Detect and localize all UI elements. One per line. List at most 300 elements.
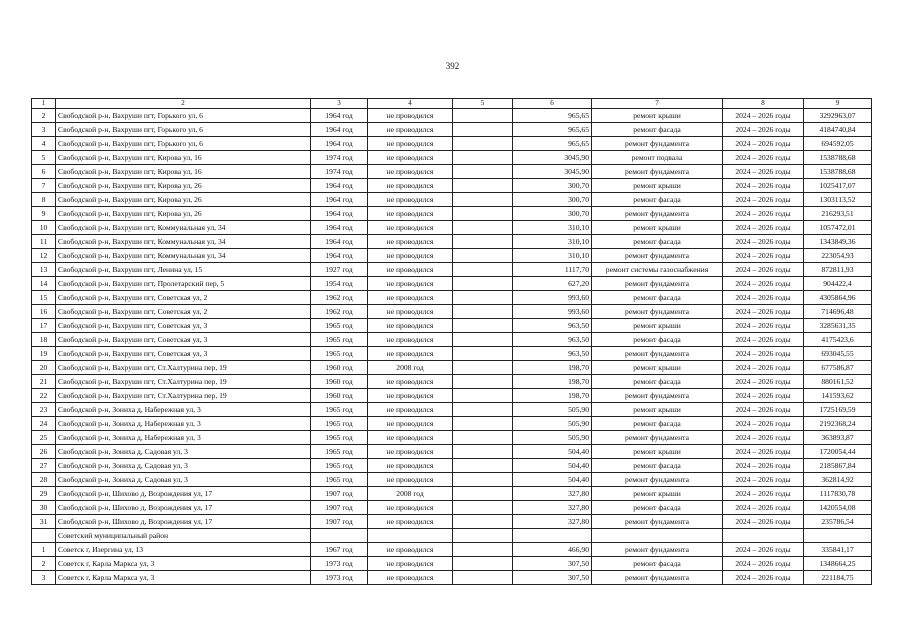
period-cell: 2024 – 2026 годы [723,221,804,235]
work-type-cell: ремонт фундамента [592,347,723,361]
area-cell: 965,65 [513,137,592,151]
row-number: 10 [32,221,56,235]
table-row [32,515,872,529]
period-cell: 2024 – 2026 годы [723,165,804,179]
row-number: 31 [32,515,56,529]
address-cell: Свободской р-н, Вахруши пгт, Кирова ул, 16 [56,151,311,165]
empty-cell [453,445,513,459]
empty-cell [453,431,513,445]
last-repair-cell: не проводился [368,375,453,389]
table-row [32,361,872,375]
address-cell: Свободской р-н, Вахруши пгт, Советская ул, 2 [56,291,311,305]
table-row [32,431,872,445]
table-row [32,137,872,151]
construction-year-cell: 1960 год [311,389,368,403]
last-repair-cell: не проводился [368,123,453,137]
empty-cell [453,403,513,417]
row-number: 5 [32,151,56,165]
table-row [32,389,872,403]
last-repair-cell: не проводился [368,347,453,361]
table-row [32,207,872,221]
table-row [32,263,872,277]
address-cell: Свободской р-н, Вахруши пгт, Ст.Халтурина пер, 19 [56,361,311,375]
last-repair-cell: не проводился [368,445,453,459]
construction-year-cell: 1965 год [311,333,368,347]
construction-year-cell: 1907 год [311,515,368,529]
address-cell: Свободской р-н, Вахруши пгт, Ленина ул, 15 [56,263,311,277]
area-cell: 1117,70 [513,263,592,277]
area-cell: 963,50 [513,319,592,333]
work-type-cell: ремонт фундамента [592,473,723,487]
construction-year-cell: 1965 год [311,347,368,361]
cost-cell: 362814,92 [804,473,872,487]
area-cell: 300,70 [513,193,592,207]
area-cell: 310,10 [513,221,592,235]
address-cell: Свободской р-н, Вахруши пгт, Кирова ул, 26 [56,193,311,207]
row-number: 24 [32,417,56,431]
area-cell: 3045,90 [513,151,592,165]
work-type-cell: ремонт фасада [592,459,723,473]
construction-year-cell: 1907 год [311,487,368,501]
cost-cell: 4305864,96 [804,291,872,305]
work-type-cell: ремонт системы газоснабжения [592,263,723,277]
last-repair-cell: не проводился [368,417,453,431]
area-cell: 965,65 [513,123,592,137]
work-type-cell: ремонт крыши [592,319,723,333]
cost-cell: 714696,48 [804,305,872,319]
row-number: 22 [32,389,56,403]
table-row [32,305,872,319]
table-row [32,319,872,333]
table-row [32,557,872,571]
period-cell: 2024 – 2026 годы [723,375,804,389]
empty-cell [453,123,513,137]
cost-cell: 880161,52 [804,375,872,389]
area-cell: 466,90 [513,543,592,557]
last-repair-cell: не проводился [368,235,453,249]
address-cell: Свободской р-н, Зониха д, Садовая ул, 3 [56,473,311,487]
period-cell: 2024 – 2026 годы [723,487,804,501]
period-cell: 2024 – 2026 годы [723,333,804,347]
last-repair-cell: не проводился [368,431,453,445]
period-cell: 2024 – 2026 годы [723,319,804,333]
cost-cell: 141593,62 [804,389,872,403]
row-number: 17 [32,319,56,333]
construction-year-cell: 1965 год [311,319,368,333]
address-cell: Свободской р-н, Вахруши пгт, Горького ул, 6 [56,123,311,137]
work-type-cell: ремонт фасада [592,235,723,249]
address-cell: Свободской р-н, Шихово д, Возрождения ул, 17 [56,515,311,529]
table-body [32,99,872,585]
address-cell: Свободской р-н, Вахруши пгт, Коммунальная ул, 34 [56,249,311,263]
area-cell: 505,90 [513,417,592,431]
cost-cell: 693045,55 [804,347,872,361]
address-cell: Свободской р-н, Зониха д, Садовая ул, 3 [56,459,311,473]
area-cell: 310,10 [513,249,592,263]
cost-cell: 2185867,84 [804,459,872,473]
construction-year-cell: 1964 год [311,249,368,263]
row-number: 16 [32,305,56,319]
last-repair-cell: 2008 год [368,487,453,501]
construction-year-cell: 1967 год [311,543,368,557]
empty-cell [453,277,513,291]
empty-cell [453,193,513,207]
construction-year-cell: 1960 год [311,375,368,389]
table-row [32,375,872,389]
section-empty-cell [592,529,723,543]
cost-cell: 1538788,68 [804,151,872,165]
section-empty-cell [311,529,368,543]
repair-register-table [31,98,872,585]
empty-cell [453,235,513,249]
period-cell: 2024 – 2026 годы [723,249,804,263]
cost-cell: 216293,51 [804,207,872,221]
last-repair-cell: не проводился [368,459,453,473]
work-type-cell: ремонт фасада [592,123,723,137]
work-type-cell: ремонт фундамента [592,249,723,263]
table-row [32,109,872,123]
construction-year-cell: 1973 год [311,557,368,571]
empty-cell [453,375,513,389]
table-row [32,123,872,137]
period-cell: 2024 – 2026 годы [723,193,804,207]
table-row [32,193,872,207]
cost-cell: 1343849,36 [804,235,872,249]
work-type-cell: ремонт крыши [592,179,723,193]
empty-cell [453,501,513,515]
row-number: 18 [32,333,56,347]
last-repair-cell: не проводился [368,109,453,123]
last-repair-cell: не проводился [368,571,453,585]
address-cell: Свободской р-н, Зониха д, Набережная ул, 3 [56,417,311,431]
last-repair-cell: не проводился [368,403,453,417]
empty-cell [453,473,513,487]
row-number: 9 [32,207,56,221]
address-cell: Свободской р-н, Вахруши пгт, Кирова ул, 26 [56,207,311,221]
empty-cell [453,557,513,571]
period-cell: 2024 – 2026 годы [723,305,804,319]
row-number: 28 [32,473,56,487]
work-type-cell: ремонт фасада [592,333,723,347]
last-repair-cell: не проводился [368,557,453,571]
area-cell: 505,90 [513,431,592,445]
area-cell: 300,70 [513,179,592,193]
period-cell: 2024 – 2026 годы [723,431,804,445]
address-cell: Свободской р-н, Вахруши пгт, Кирова ул, 26 [56,179,311,193]
row-number: 4 [32,137,56,151]
area-cell: 505,90 [513,403,592,417]
row-number: 8 [32,193,56,207]
area-cell: 993,60 [513,291,592,305]
table-row [32,235,872,249]
address-cell: Свободской р-н, Вахруши пгт, Коммунальная ул, 34 [56,235,311,249]
period-cell: 2024 – 2026 годы [723,361,804,375]
construction-year-cell: 1927 год [311,263,368,277]
row-number: 20 [32,361,56,375]
cost-cell: 1725169,59 [804,403,872,417]
work-type-cell: ремонт фундамента [592,389,723,403]
work-type-cell: ремонт фасада [592,291,723,305]
construction-year-cell: 1965 год [311,473,368,487]
work-type-cell: ремонт фасада [592,557,723,571]
address-cell: Свободской р-н, Зониха д, Садовая ул, 3 [56,445,311,459]
work-type-cell: ремонт фасада [592,375,723,389]
column-number-cell: 1 [32,99,56,109]
period-cell: 2024 – 2026 годы [723,501,804,515]
cost-cell: 2192368,24 [804,417,872,431]
address-cell: Свободской р-н, Вахруши пгт, Советская ул, 3 [56,333,311,347]
work-type-cell: ремонт фасада [592,501,723,515]
table-row [32,277,872,291]
empty-cell [453,543,513,557]
row-number: 2 [32,109,56,123]
construction-year-cell: 1974 год [311,165,368,179]
cost-cell: 1025417,07 [804,179,872,193]
column-number-cell: 5 [453,99,513,109]
column-number-cell: 6 [513,99,592,109]
table-row [32,291,872,305]
address-cell: Свободской р-н, Шихово д, Возрождения ул, 17 [56,487,311,501]
construction-year-cell: 1965 год [311,403,368,417]
section-row [32,529,872,543]
construction-year-cell: 1964 год [311,235,368,249]
section-empty-cell [723,529,804,543]
table-row [32,487,872,501]
last-repair-cell: не проводился [368,165,453,179]
row-number: 3 [32,571,56,585]
table-row [32,249,872,263]
table-row [32,403,872,417]
work-type-cell: ремонт фундамента [592,165,723,179]
last-repair-cell: не проводился [368,501,453,515]
last-repair-cell: не проводился [368,179,453,193]
address-cell: Свободской р-н, Зониха д, Набережная ул, 3 [56,403,311,417]
area-cell: 504,40 [513,445,592,459]
empty-cell [453,137,513,151]
table-row [32,459,872,473]
table-row [32,571,872,585]
last-repair-cell: не проводился [368,543,453,557]
last-repair-cell: не проводился [368,515,453,529]
row-number: 2 [32,557,56,571]
construction-year-cell: 1960 год [311,361,368,375]
table-row [32,151,872,165]
address-cell: Свободской р-н, Вахруши пгт, Коммунальная ул, 34 [56,221,311,235]
area-cell: 307,50 [513,571,592,585]
empty-cell [453,207,513,221]
cost-cell: 1057472,01 [804,221,872,235]
work-type-cell: ремонт фундамента [592,305,723,319]
last-repair-cell: не проводился [368,151,453,165]
row-number: 19 [32,347,56,361]
construction-year-cell: 1965 год [311,445,368,459]
column-number-header [32,99,872,109]
page-number: 392 [445,61,460,71]
empty-cell [453,151,513,165]
row-number: 13 [32,263,56,277]
period-cell: 2024 – 2026 годы [723,179,804,193]
section-empty-cell [804,529,872,543]
construction-year-cell: 1973 год [311,571,368,585]
address-cell: Свободской р-н, Шихово д, Возрождения ул, 17 [56,501,311,515]
section-empty-cell [513,529,592,543]
empty-cell [453,417,513,431]
construction-year-cell: 1964 год [311,137,368,151]
cost-cell: 221184,75 [804,571,872,585]
empty-cell [453,487,513,501]
empty-cell [453,347,513,361]
table-row [32,445,872,459]
column-number-cell: 3 [311,99,368,109]
period-cell: 2024 – 2026 годы [723,207,804,221]
empty-cell [453,263,513,277]
period-cell: 2024 – 2026 годы [723,403,804,417]
construction-year-cell: 1964 год [311,221,368,235]
cost-cell: 335841,17 [804,543,872,557]
period-cell: 2024 – 2026 годы [723,263,804,277]
empty-cell [453,221,513,235]
last-repair-cell: не проводился [368,319,453,333]
area-cell: 327,80 [513,515,592,529]
cost-cell: 3292963,07 [804,109,872,123]
address-cell: Советск г, Карла Маркса ул, 3 [56,557,311,571]
cost-cell: 694592,05 [804,137,872,151]
period-cell: 2024 – 2026 годы [723,291,804,305]
work-type-cell: ремонт крыши [592,361,723,375]
last-repair-cell: не проводился [368,137,453,151]
address-cell: Советск г, Изергина ул, 13 [56,543,311,557]
empty-cell [453,249,513,263]
construction-year-cell: 1964 год [311,193,368,207]
row-number: 21 [32,375,56,389]
period-cell: 2024 – 2026 годы [723,557,804,571]
area-cell: 300,70 [513,207,592,221]
work-type-cell: ремонт фундамента [592,137,723,151]
section-empty-cell [32,529,56,543]
construction-year-cell: 1954 год [311,277,368,291]
construction-year-cell: 1964 год [311,179,368,193]
row-number: 11 [32,235,56,249]
period-cell: 2024 – 2026 годы [723,417,804,431]
table-row [32,165,872,179]
address-cell: Свободской р-н, Вахруши пгт, Пролетарский пер, 5 [56,277,311,291]
section-label: Советский муниципальный район [56,529,311,543]
address-cell: Свободской р-н, Вахруши пгт, Кирова ул, 16 [56,165,311,179]
work-type-cell: ремонт фасада [592,193,723,207]
construction-year-cell: 1964 год [311,123,368,137]
column-number-cell: 2 [56,99,311,109]
row-number: 26 [32,445,56,459]
construction-year-cell: 1907 год [311,501,368,515]
table-row [32,417,872,431]
cost-cell: 1117830,78 [804,487,872,501]
construction-year-cell: 1962 год [311,305,368,319]
empty-cell [453,291,513,305]
column-number-cell: 8 [723,99,804,109]
work-type-cell: ремонт крыши [592,445,723,459]
period-cell: 2024 – 2026 годы [723,543,804,557]
cost-cell: 904422,4 [804,277,872,291]
work-type-cell: ремонт фундамента [592,571,723,585]
construction-year-cell: 1962 год [311,291,368,305]
area-cell: 504,40 [513,459,592,473]
address-cell: Советск г, Карла Маркса ул, 3 [56,571,311,585]
period-cell: 2024 – 2026 годы [723,137,804,151]
last-repair-cell: не проводился [368,305,453,319]
cost-cell: 223054,93 [804,249,872,263]
work-type-cell: ремонт фундамента [592,207,723,221]
row-number: 27 [32,459,56,473]
area-cell: 198,70 [513,389,592,403]
address-cell: Свободской р-н, Вахруши пгт, Советская ул, 3 [56,319,311,333]
period-cell: 2024 – 2026 годы [723,445,804,459]
cost-cell: 3285631,35 [804,319,872,333]
row-number: 3 [32,123,56,137]
work-type-cell: ремонт фундамента [592,543,723,557]
empty-cell [453,109,513,123]
empty-cell [453,305,513,319]
cost-cell: 1303113,52 [804,193,872,207]
construction-year-cell: 1974 год [311,151,368,165]
address-cell: Свободской р-н, Вахруши пгт, Советская ул, 2 [56,305,311,319]
period-cell: 2024 – 2026 годы [723,473,804,487]
cost-cell: 1538788,68 [804,165,872,179]
table-row [32,543,872,557]
area-cell: 310,10 [513,235,592,249]
table-row [32,179,872,193]
period-cell: 2024 – 2026 годы [723,235,804,249]
last-repair-cell: не проводился [368,207,453,221]
period-cell: 2024 – 2026 годы [723,571,804,585]
last-repair-cell: не проводился [368,277,453,291]
work-type-cell: ремонт подвала [592,151,723,165]
empty-cell [453,361,513,375]
section-empty-cell [453,529,513,543]
row-number: 12 [32,249,56,263]
area-cell: 963,50 [513,333,592,347]
work-type-cell: ремонт фундамента [592,515,723,529]
column-number-cell: 9 [804,99,872,109]
work-type-cell: ремонт крыши [592,403,723,417]
area-cell: 504,40 [513,473,592,487]
last-repair-cell: не проводился [368,473,453,487]
area-cell: 327,80 [513,501,592,515]
column-number-cell: 4 [368,99,453,109]
cost-cell: 1348664,25 [804,557,872,571]
area-cell: 327,80 [513,487,592,501]
cost-cell: 235786,54 [804,515,872,529]
row-number: 15 [32,291,56,305]
address-cell: Свободской р-н, Вахруши пгт, Горького ул, 6 [56,109,311,123]
period-cell: 2024 – 2026 годы [723,347,804,361]
address-cell: Свободской р-н, Вахруши пгт, Ст.Халтурина пер, 19 [56,375,311,389]
last-repair-cell: не проводился [368,333,453,347]
period-cell: 2024 – 2026 годы [723,389,804,403]
last-repair-cell: не проводился [368,263,453,277]
period-cell: 2024 – 2026 годы [723,459,804,473]
work-type-cell: ремонт фундамента [592,277,723,291]
empty-cell [453,333,513,347]
area-cell: 198,70 [513,375,592,389]
address-cell: Свободской р-н, Зониха д, Набережная ул, 3 [56,431,311,445]
work-type-cell: ремонт фундамента [592,431,723,445]
empty-cell [453,179,513,193]
section-empty-cell [368,529,453,543]
row-number: 29 [32,487,56,501]
area-cell: 627,20 [513,277,592,291]
row-number: 23 [32,403,56,417]
area-cell: 993,60 [513,305,592,319]
